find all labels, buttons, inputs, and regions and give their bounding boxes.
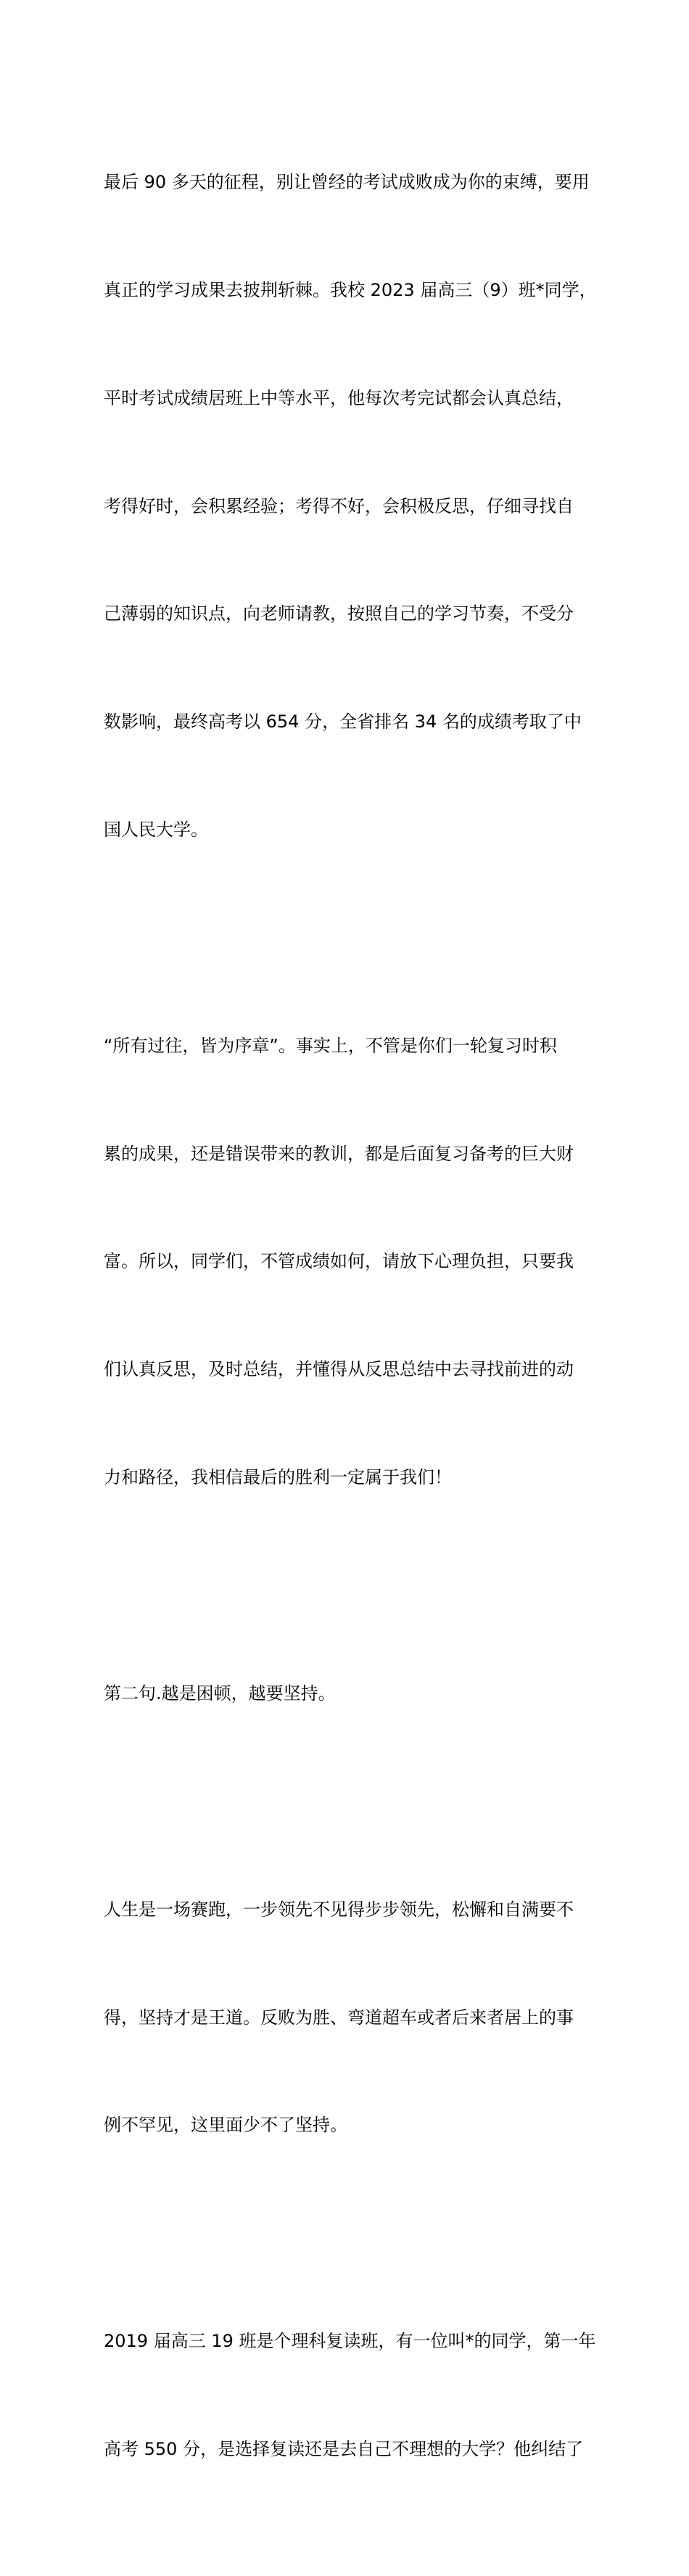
paragraph-line: 考得好时，会积累经验；考得不好，会积极反思，仔细寻找自 <box>104 495 574 516</box>
paragraph-line: 国人民大学。 <box>104 819 208 840</box>
paragraph-1 <box>104 93 597 920</box>
paragraph-2 <box>104 957 590 1568</box>
paragraph-line: 真正的学习成果去披荆斩棘。我校 2023 届高三（9）班*同学， <box>104 279 597 300</box>
paragraph-3 <box>104 1820 590 2216</box>
paragraph-line: “所有过往，皆为序章”。事实上，不管是你们一轮复习时积 <box>104 1035 557 1056</box>
paragraph-line: 累的成果，还是错误带来的教训，都是后面复习备考的巨大财 <box>104 1143 574 1164</box>
paragraph-line: 富。所以，同学们，不管成绩如何，请放下心理负担，只要我 <box>104 1251 574 1272</box>
paragraph-line: 例不罕见，这里面少不了坚持。 <box>104 2115 347 2136</box>
paragraph-line: 最后 90 多天的征程，别让曾经的考试成败成为你的束缚，要用 <box>104 172 590 193</box>
paragraph-line: 力和路径，我相信最后的胜利一定属于我们！ <box>104 1466 452 1487</box>
paragraph-line: 平时考试成绩居班上中等水平，他每次考完试都会认真总结， <box>104 387 574 408</box>
section-heading <box>104 1604 590 1784</box>
paragraph-line: 人生是一场赛跑，一步领先不见得步步领先，松懈和自满要不 <box>104 1899 574 1920</box>
heading-line: 第二句.越是困顿，越要坚持。 <box>104 1683 336 1704</box>
paragraph-line: 数影响，最终高考以 654 分，全省排名 34 名的成绩考取了中 <box>104 711 582 732</box>
paragraph-line: 高考 550 分，是选择复读还是去自己不理想的大学？他纠结了 <box>104 2439 584 2460</box>
paragraph-line: 2019 届高三 19 班是个理科复读班，有一位叫*的同学，第一年 <box>104 2331 596 2352</box>
paragraph-line: 己薄弱的知识点，向老师请教，按照自己的学习节奏，不受分 <box>104 603 574 624</box>
document-body <box>104 93 597 2576</box>
paragraph-line: 们认真反思，及时总结，并懂得从反思总结中去寻找前进的动 <box>104 1359 574 1380</box>
paragraph-line: 得，坚持才是王道。反败为胜、弯道超车或者后来者居上的事 <box>104 2007 574 2028</box>
paragraph-4 <box>104 2252 596 2540</box>
